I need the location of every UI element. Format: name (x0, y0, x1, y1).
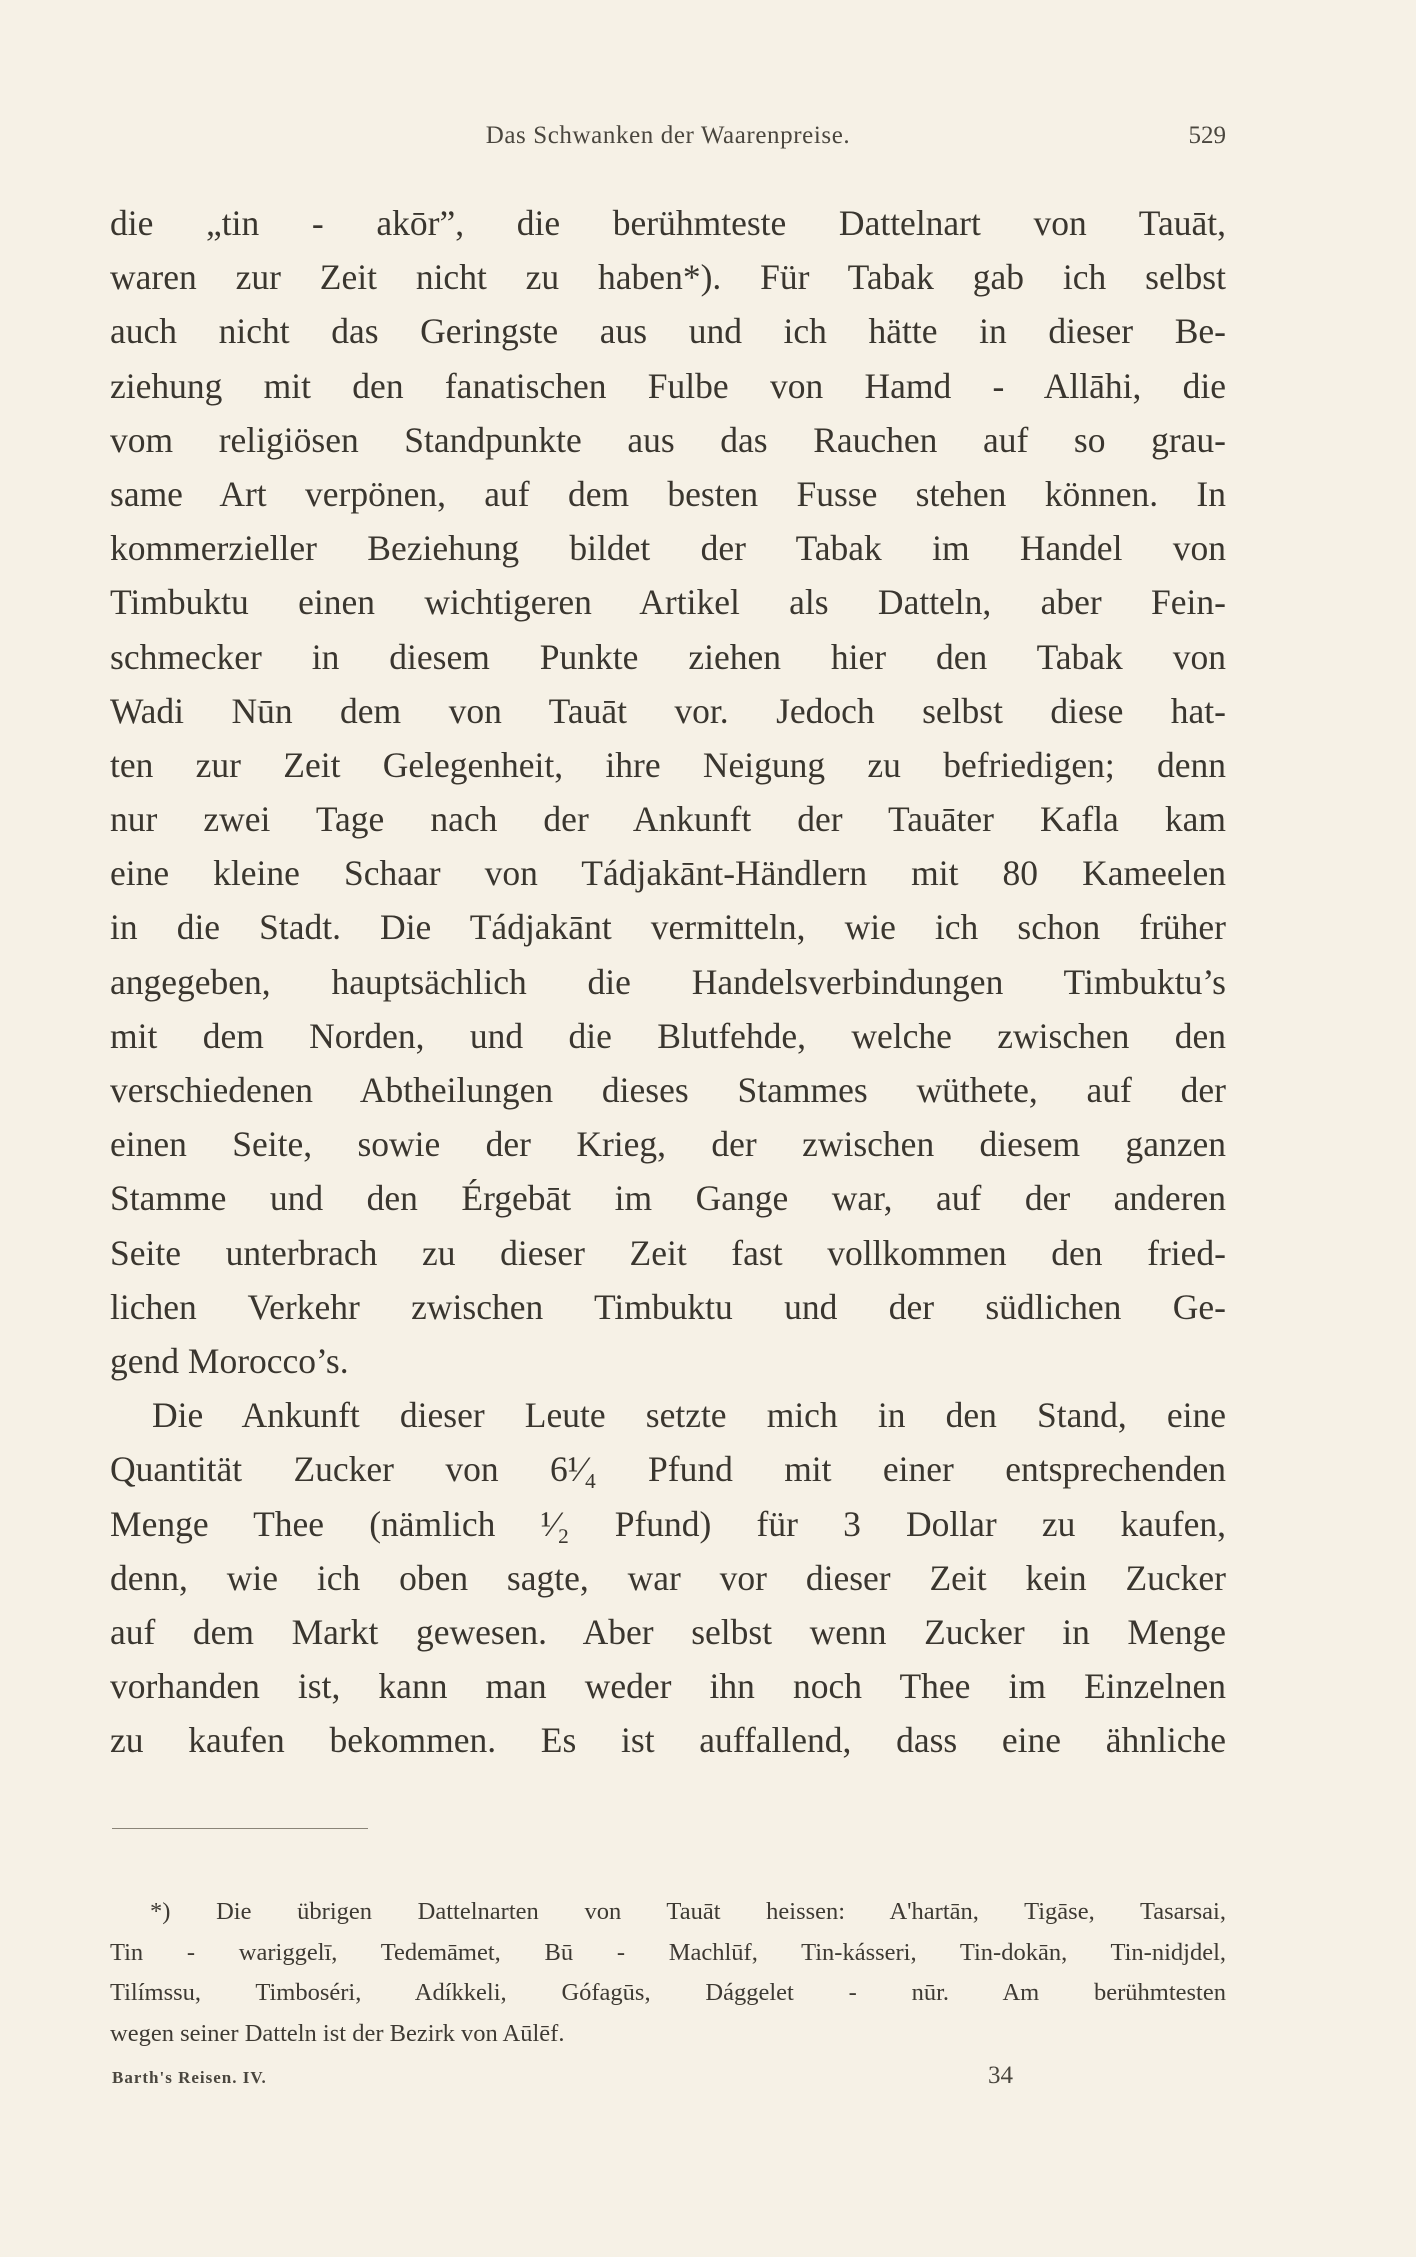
footnote-line: Tilímssu, Timboséri, Adíkkeli, Gófagūs, Dággelet - nūr. Am berühmtesten (110, 1979, 1226, 2006)
body-line: Wadi Nūn dem von Tauāt vor. Jedoch selbst diese hat- (110, 690, 1226, 731)
body-line: waren zur Zeit nicht zu haben*). Für Tabak gab ich selbst (110, 257, 1226, 298)
body-line: Quantität Zucker von 6¹⁄₄ Pfund mit einer entsprechenden (110, 1449, 1226, 1490)
body-line: auch nicht das Geringste aus und ich hätte in dieser Be- (110, 311, 1226, 352)
body-line: verschiedenen Abtheilungen dieses Stammes wüthete, auf der (110, 1070, 1226, 1110)
body-line: eine kleine Schaar von Tádjakānt-Händlern mit 80 Kameelen (110, 853, 1226, 894)
body-line: ziehung mit den fanatischen Fulbe von Hamd - Allāhi, die (110, 365, 1226, 406)
footnote-line: *) Die übrigen Dattelnarten von Tauāt heissen: A'hartān, Tigāse, Tasarsai, (150, 1898, 1226, 1925)
footnote-line: Tin - wariggelī, Tedemāmet, Bū - Machlūf, Tin-kásseri, Tin-dokān, Tin-nidjdel, (110, 1938, 1226, 1966)
footnote-separator (112, 1828, 368, 1829)
body-line: vom religiösen Standpunkte aus das Rauchen auf so grau- (110, 419, 1226, 460)
body-line: einen Seite, sowie der Krieg, der zwischen diesem ganzen (110, 1124, 1226, 1165)
body-line: Timbuktu einen wichtigeren Artikel als Datteln, aber Fein- (110, 582, 1226, 623)
page-header (110, 122, 1226, 162)
body-line: angegeben, hauptsächlich die Handelsverbindungen Timbuktu’s (110, 961, 1226, 1002)
body-line: vorhanden ist, kann man weder ihn noch Thee im Einzelnen (110, 1666, 1226, 1707)
body-line: denn, wie ich oben sagte, war vor dieser Zeit kein Zucker (110, 1557, 1226, 1598)
body-line: auf dem Markt gewesen. Aber selbst wenn Zucker in Menge (110, 1611, 1226, 1652)
body-line: zu kaufen bekommen. Es ist auffallend, dass eine ähnliche (110, 1720, 1226, 1761)
running-title: Das Schwanken der Waarenpreise. (485, 122, 851, 149)
body-line: die „tin - akōr”, die berühmteste Dattelnart von Tauāt, (110, 203, 1226, 243)
body-line: ten zur Zeit Gelegenheit, ihre Neigung zu befriedigen; denn (110, 744, 1226, 785)
printer-signature: Barth's Reisen. IV. (112, 2068, 267, 2087)
body-line: schmecker in diesem Punkte ziehen hier den Tabak von (110, 636, 1226, 677)
body-line: lichen Verkehr zwischen Timbuktu und der südlichen Ge- (110, 1286, 1226, 1327)
body-line: in die Stadt. Die Tádjakānt vermitteln, wie ich schon früher (110, 907, 1226, 948)
body-line: kommerzieller Beziehung bildet der Tabak im Handel von (110, 528, 1226, 569)
body-line: same Art verpönen, auf dem besten Fusse stehen können. In (110, 473, 1226, 514)
body-line: nur zwei Tage nach der Ankunft der Tauāter Kafla kam (110, 799, 1226, 840)
footnote-line: wegen seiner Datteln ist der Bezirk von Aūlēf. (110, 2019, 565, 2047)
body-line: mit dem Norden, und die Blutfehde, welche zwischen den (110, 1015, 1226, 1056)
body-line: gend Morocco’s. (110, 1340, 349, 1381)
body-text (110, 196, 1226, 1767)
body-line: Seite unterbrach zu dieser Zeit fast vollkommen den fried- (110, 1232, 1226, 1273)
body-line: Menge Thee (nämlich ¹⁄₂ Pfund) für 3 Dollar zu kaufen, (110, 1503, 1226, 1544)
page-number: 529 (1188, 122, 1226, 149)
footnote (110, 1892, 1226, 2054)
sheet-number: 34 (988, 2062, 1013, 2089)
body-line: Stamme und den Érgebāt im Gange war, auf der anderen (110, 1178, 1226, 1219)
body-line: Die Ankunft dieser Leute setzte mich in den Stand, eine (152, 1395, 1226, 1436)
